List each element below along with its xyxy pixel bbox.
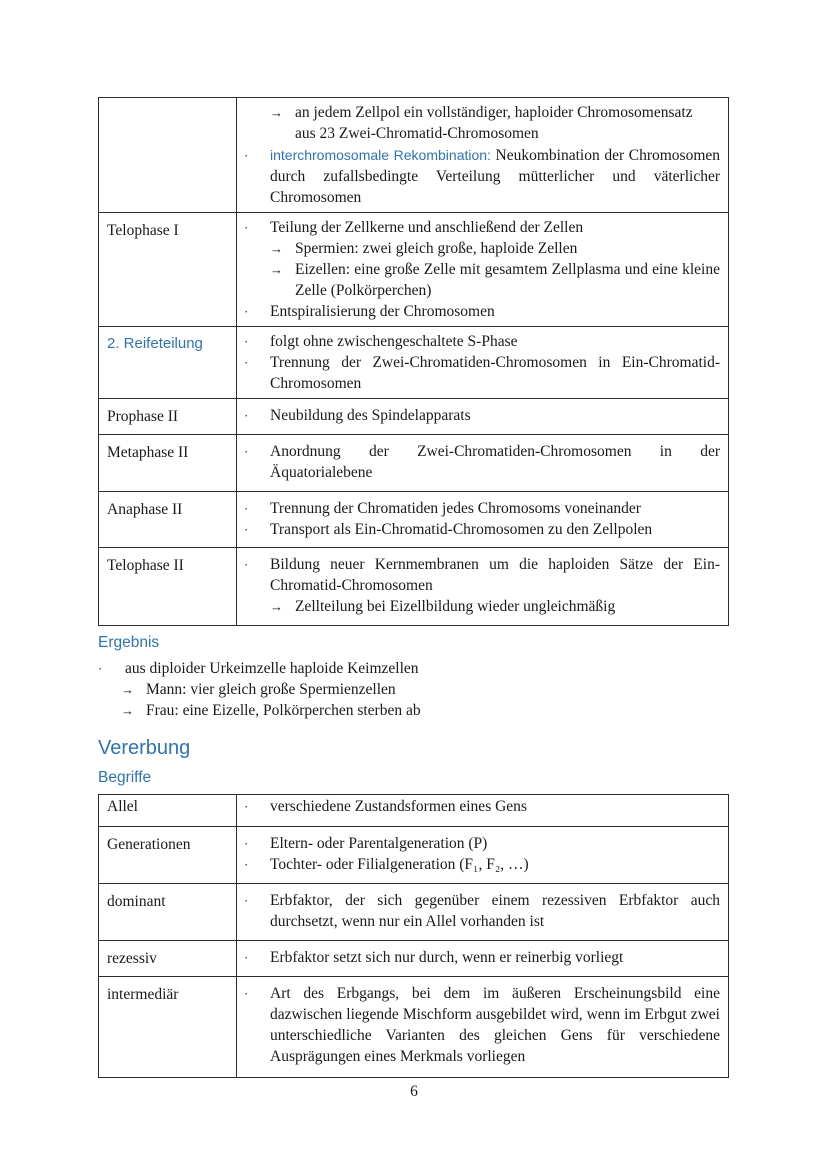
bullet-icon: · [244, 304, 249, 319]
bullet-item: · Trennung der Chromatiden jedes Chromosoms voneinander [244, 500, 641, 517]
row-label [99, 98, 237, 213]
bullet-item: · Art des Erbgangs, bei dem im äußeren Erscheinungsbild eine dazwischen liegende Mischform ausgebildet wird, wenn im Erbgut zwei unterschiedliche Varianten des gleichen Gens für verschiedene Ausprägungen eines Merkmals vorliegen [244, 985, 720, 1065]
row-content [237, 492, 729, 548]
bullet-item: · Trennung der Zwei-Chromatiden-Chromosomen in Ein-Chromatid-Chromosomen [244, 354, 720, 392]
bullet-icon: · [244, 444, 249, 459]
row-label: intermediär [99, 977, 237, 1078]
bullet-item: · Neubildung des Spindelapparats [244, 407, 471, 424]
row-content [237, 977, 729, 1078]
row-label: Metaphase II [99, 435, 237, 492]
table-row [99, 795, 729, 827]
bullet-icon: · [244, 522, 249, 537]
bullet-icon: · [244, 220, 249, 235]
result-sub-item: → Frau: eine Eizelle, Polkörperchen sterben ab [121, 702, 421, 719]
arrow-icon: → [270, 599, 283, 614]
bullet-item: · Transport als Ein-Chromatid-Chromosomen zu den Zellpolen [244, 521, 653, 538]
arrow-icon: → [270, 105, 283, 120]
meiosis-table [98, 97, 729, 626]
bullet-icon: · [244, 334, 249, 349]
row-label: Generationen [99, 827, 237, 884]
keyword: interchromosomale Rekombination: [270, 147, 491, 163]
bullet-icon: · [244, 501, 249, 516]
bullet-icon: · [244, 857, 249, 872]
bullet-item: · Anordnung der Zwei-Chromatiden-Chromosomen in der Äquatorialebene [244, 443, 720, 481]
bullet-icon: · [244, 408, 249, 423]
arrow-icon: → [270, 241, 283, 256]
bullet-icon: · [244, 950, 249, 965]
row-content [237, 941, 729, 977]
result-bullet: · aus diploider Urkeimzelle haploide Keimzellen [98, 660, 419, 677]
table-row [99, 98, 729, 213]
bullet-item: · Bildung neuer Kernmembranen um die haploiden Sätze der Ein-Chromatid-Chromosomen [244, 556, 720, 594]
table-row [99, 213, 729, 327]
bullet-icon: · [244, 557, 249, 572]
arrow-icon: → [270, 262, 283, 277]
bullet-item: · Eltern- oder Parentalgeneration (P) [244, 835, 488, 852]
table-row [99, 827, 729, 884]
row-label: dominant [99, 884, 237, 941]
table-row [99, 884, 729, 941]
bullet-icon: · [244, 148, 249, 163]
bullet-icon: · [244, 355, 249, 370]
table-row [99, 548, 729, 626]
begriffe-heading: Begriffe [98, 769, 152, 786]
row-label: Anaphase II [99, 492, 237, 548]
bullet-icon: · [244, 836, 249, 851]
row-label: Telophase I [99, 213, 237, 327]
row-content [237, 795, 729, 827]
table-row [99, 327, 729, 399]
row-content [237, 213, 729, 327]
row-label-heading: 2. Reifeteilung [99, 327, 237, 399]
result-sub-item: → Mann: vier gleich große Spermienzellen [121, 681, 396, 698]
row-content [237, 98, 729, 213]
table-row [99, 492, 729, 548]
table-row [99, 435, 729, 492]
ergebnis-heading: Ergebnis [98, 634, 160, 651]
row-content [237, 884, 729, 941]
page-number: 6 [410, 1083, 418, 1100]
bullet-item: · Teilung der Zellkerne und anschließend der Zellen [244, 219, 584, 236]
row-label: Telophase II [99, 548, 237, 626]
table-row [99, 977, 729, 1078]
sub-item: → Eizellen: eine große Zelle mit gesamtem Zellplasma und eine kleine Zelle (Polkörperchen) [270, 261, 720, 299]
bullet-item: · interchromosomale Rekombination: Neukombination der Chromosomen durch zufallsbedingte Verteilung mütterlicher und väterlicher Chromosomen [244, 147, 721, 206]
table-row [99, 399, 729, 435]
table-row [99, 941, 729, 977]
bullet-item: · Erbfaktor, der sich gegenüber einem rezessiven Erbfaktor auch durchsetzt, wenn nur ein Allel vorhanden ist [244, 892, 720, 930]
row-content [237, 327, 729, 399]
bullet-icon: · [244, 986, 249, 1001]
arrow-icon: → [121, 703, 134, 718]
row-label: Prophase II [99, 399, 237, 435]
sub-item: → Zellteilung bei Eizellbildung wieder ungleichmäßig [270, 598, 616, 615]
bullet-icon: · [244, 799, 249, 814]
bullet-item: · Tochter- oder Filialgeneration (F₁, F₂, …) [244, 856, 529, 873]
row-content [237, 399, 729, 435]
vererbung-heading: Vererbung [98, 737, 191, 759]
bullet-icon: · [98, 661, 103, 676]
row-content [237, 827, 729, 884]
bullet-item: · folgt ohne zwischengeschaltete S-Phase [244, 333, 518, 350]
terms-table [98, 794, 729, 1078]
arrow-icon: → [121, 682, 134, 697]
bullet-item: · verschiedene Zustandsformen eines Gens [244, 798, 527, 815]
row-label: Allel [99, 795, 237, 827]
row-content [237, 435, 729, 492]
sub-item: → an jedem Zellpol ein vollständiger, haploider Chromosomensatz [270, 104, 693, 121]
sub-item: → Spermien: zwei gleich große, haploide Zellen [270, 240, 578, 257]
bullet-item: · Entspiralisierung der Chromosomen [244, 303, 495, 320]
row-content [237, 548, 729, 626]
row-label: rezessiv [99, 941, 237, 977]
bullet-item: · Erbfaktor setzt sich nur durch, wenn er reinerbig vorliegt [244, 949, 624, 966]
sub-item-continuation: aus 23 Zwei-Chromatid-Chromosomen [295, 125, 539, 142]
bullet-icon: · [244, 893, 249, 908]
